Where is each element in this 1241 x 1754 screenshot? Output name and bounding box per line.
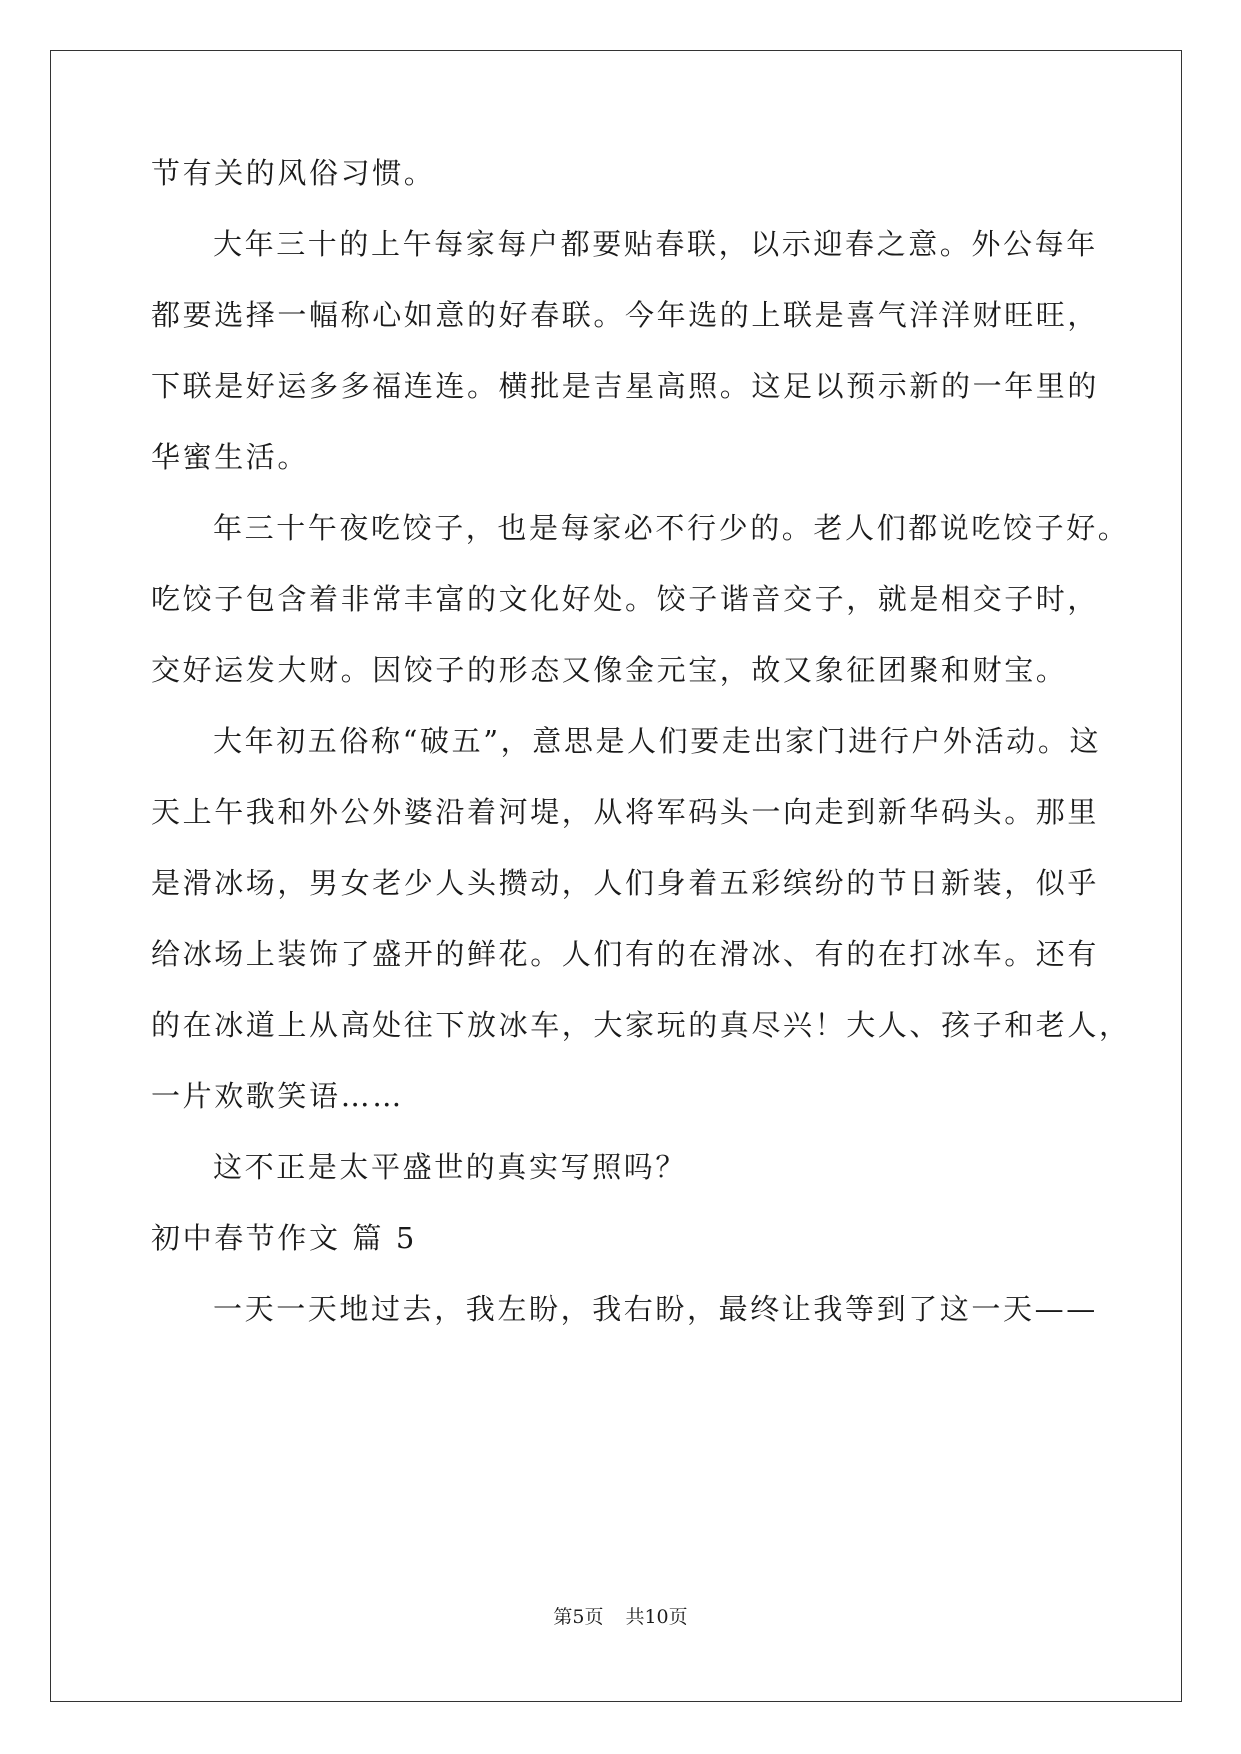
page-footer <box>0 1604 1241 1630</box>
text-line: 天上午我和外公外婆沿着河堤，从将军码头一向走到新华码头。那里 <box>151 795 1100 829</box>
page-number: 第5页 <box>553 1606 604 1628</box>
text-line: 华蜜生活。 <box>151 440 310 474</box>
text-line: 节有关的风俗习惯。 <box>151 156 436 190</box>
paragraph-start-line: 一天一天地过去，我左盼，我右盼，最终让我等到了这一天—— <box>213 1292 1098 1326</box>
paragraph-start-line: 年三十午夜吃饺子，也是每家必不行少的。老人们都说吃饺子好。 <box>213 511 1130 545</box>
text-line: 给冰场上装饰了盛开的鲜花。人们有的在滑冰、有的在打冰车。还有 <box>151 937 1100 971</box>
text-line: 下联是好运多多福连连。横批是吉星高照。这足以预示新的一年里的 <box>151 369 1100 403</box>
paragraph-start-line: 大年三十的上午每家每户都要贴春联，以示迎春之意。外公每年 <box>213 227 1098 261</box>
paragraph-start-line: 这不正是太平盛世的真实写照吗？ <box>213 1150 688 1184</box>
page-total: 共10页 <box>625 1606 688 1628</box>
text-line: 的在冰道上从高处往下放冰车，大家玩的真尽兴！大人、孩子和老人， <box>151 1008 1131 1042</box>
paragraph-start-line: 大年初五俗称“破五”，意思是人们要走出家门进行户外活动。这 <box>213 724 1102 758</box>
section-heading: 初中春节作文 篇 5 <box>151 1221 417 1255</box>
text-line: 交好运发大财。因饺子的形态又像金元宝，故又象征团聚和财宝。 <box>151 653 1068 687</box>
text-line: 是滑冰场，男女老少人头攒动，人们身着五彩缤纷的节日新装，似乎 <box>151 866 1100 900</box>
text-line: 吃饺子包含着非常丰富的文化好处。饺子谐音交子，就是相交子时， <box>151 582 1100 616</box>
text-line: 一片欢歌笑语…… <box>151 1079 404 1113</box>
text-line: 都要选择一幅称心如意的好春联。今年选的上联是喜气洋洋财旺旺， <box>151 298 1100 332</box>
